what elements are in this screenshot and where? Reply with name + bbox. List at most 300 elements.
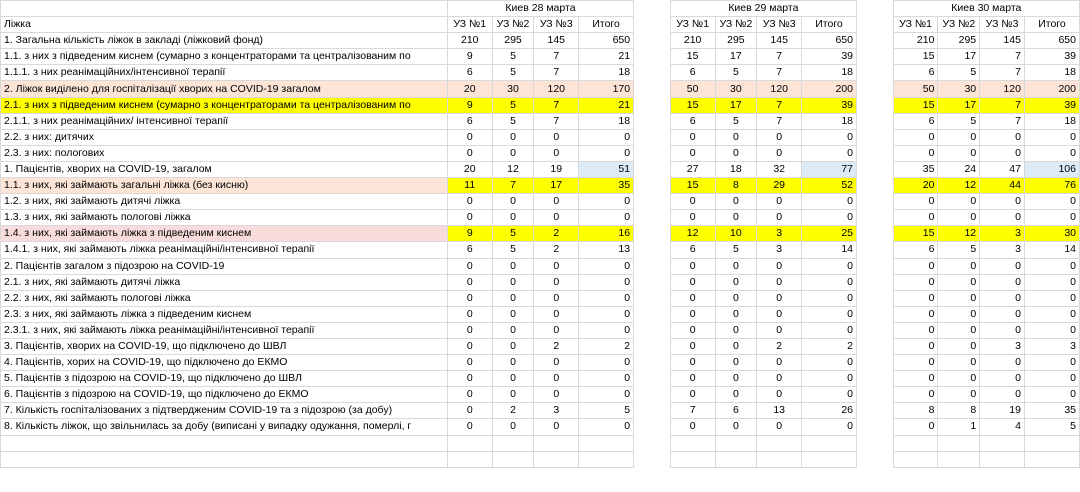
value-cell: 18 [802, 65, 857, 81]
empty-cell [670, 435, 715, 451]
value-cell: 0 [534, 129, 579, 145]
value-cell: 0 [802, 194, 857, 210]
value-cell: 0 [757, 355, 802, 371]
gap-cell [857, 226, 894, 242]
gap-cell [634, 33, 671, 49]
value-cell: 29 [757, 178, 802, 194]
value-cell: 15 [893, 97, 938, 113]
value-cell: 16 [579, 226, 634, 242]
value-cell: 13 [579, 242, 634, 258]
gap-cell [857, 97, 894, 113]
value-cell: 6 [893, 65, 938, 81]
empty-cell [1, 435, 448, 451]
value-cell: 0 [757, 210, 802, 226]
value-cell: 0 [715, 338, 757, 354]
value-cell: 0 [980, 145, 1025, 161]
gap-cell [857, 371, 894, 387]
empty-cell [1024, 451, 1079, 467]
value-cell: 120 [757, 81, 802, 97]
value-cell: 0 [492, 194, 534, 210]
value-cell: 106 [1024, 161, 1079, 177]
value-cell: 0 [447, 194, 492, 210]
gap-cell [857, 113, 894, 129]
row-label: 2.3.1. з них, які займають ліжка реанімаційні/інтенсивної терапії [1, 322, 448, 338]
value-cell: 0 [447, 258, 492, 274]
value-cell: 0 [670, 274, 715, 290]
column-header: УЗ №3 [980, 17, 1025, 33]
value-cell: 5 [938, 113, 980, 129]
value-cell: 0 [938, 129, 980, 145]
table-row [1, 161, 1080, 177]
empty-cell [857, 451, 894, 467]
value-cell: 7 [757, 49, 802, 65]
empty-cell [938, 451, 980, 467]
value-cell: 0 [802, 306, 857, 322]
row-label: 1.3. з них, які займають пологові ліжка [1, 210, 448, 226]
value-cell: 0 [802, 387, 857, 403]
value-cell: 30 [938, 81, 980, 97]
empty-cell [980, 435, 1025, 451]
column-header: УЗ №2 [938, 17, 980, 33]
table-row [1, 387, 1080, 403]
gap-cell [857, 419, 894, 435]
value-cell: 0 [534, 258, 579, 274]
gap-cell [634, 113, 671, 129]
value-cell: 0 [1024, 274, 1079, 290]
empty-cell [980, 451, 1025, 467]
table-row [1, 355, 1080, 371]
value-cell: 0 [579, 387, 634, 403]
row-label: 2.1. з них з підведеним киснем (сумарно з концентраторами та централізованим по [1, 97, 448, 113]
value-cell: 0 [893, 306, 938, 322]
value-cell: 0 [938, 371, 980, 387]
value-cell: 0 [980, 210, 1025, 226]
empty-row [1, 435, 1080, 451]
value-cell: 0 [670, 355, 715, 371]
value-cell: 0 [757, 387, 802, 403]
gap-cell [634, 306, 671, 322]
value-cell: 15 [670, 178, 715, 194]
column-header: УЗ №2 [715, 17, 757, 33]
row-label: 2.2. з них: дитячих [1, 129, 448, 145]
empty-cell [579, 451, 634, 467]
value-cell: 0 [579, 129, 634, 145]
value-cell: 0 [447, 145, 492, 161]
column-header: Итого [579, 17, 634, 33]
empty-cell [634, 435, 671, 451]
value-cell: 5 [715, 65, 757, 81]
table-row [1, 306, 1080, 322]
value-cell: 0 [980, 355, 1025, 371]
value-cell: 650 [579, 33, 634, 49]
gap-cell [634, 1, 671, 17]
value-cell: 120 [534, 81, 579, 97]
value-cell: 0 [1024, 194, 1079, 210]
value-cell: 0 [757, 419, 802, 435]
value-cell: 0 [715, 371, 757, 387]
value-cell: 0 [980, 129, 1025, 145]
gap-cell [857, 258, 894, 274]
empty-cell [492, 435, 534, 451]
value-cell: 39 [802, 49, 857, 65]
value-cell: 0 [893, 290, 938, 306]
value-cell: 76 [1024, 178, 1079, 194]
table-row [1, 371, 1080, 387]
empty-cell [757, 451, 802, 467]
value-cell: 0 [492, 210, 534, 226]
value-cell: 12 [938, 178, 980, 194]
value-cell: 145 [757, 33, 802, 49]
value-cell: 0 [802, 355, 857, 371]
value-cell: 295 [492, 33, 534, 49]
value-cell: 17 [938, 49, 980, 65]
gap-cell [634, 258, 671, 274]
gap-cell [857, 17, 894, 33]
value-cell: 0 [579, 145, 634, 161]
value-cell: 0 [1024, 210, 1079, 226]
value-cell: 0 [447, 210, 492, 226]
gap-cell [634, 387, 671, 403]
value-cell: 12 [492, 161, 534, 177]
value-cell: 0 [492, 387, 534, 403]
value-cell: 0 [802, 419, 857, 435]
value-cell: 0 [715, 258, 757, 274]
value-cell: 0 [670, 290, 715, 306]
column-header-row [1, 17, 1080, 33]
table-row [1, 274, 1080, 290]
value-cell: 0 [579, 290, 634, 306]
gap-cell [857, 178, 894, 194]
value-cell: 295 [938, 33, 980, 49]
gap-cell [634, 403, 671, 419]
value-cell: 0 [980, 306, 1025, 322]
value-cell: 3 [980, 242, 1025, 258]
row-label: 8. Кількість ліжок, що звільнилась за добу (виписані у випадку одужання, померлі, г [1, 419, 448, 435]
value-cell: 19 [980, 403, 1025, 419]
empty-cell [534, 451, 579, 467]
table-row [1, 113, 1080, 129]
value-cell: 145 [980, 33, 1025, 49]
value-cell: 0 [447, 306, 492, 322]
column-header: УЗ №1 [447, 17, 492, 33]
value-cell: 0 [715, 194, 757, 210]
value-cell: 10 [715, 226, 757, 242]
value-cell: 20 [447, 161, 492, 177]
value-cell: 6 [715, 403, 757, 419]
value-cell: 6 [893, 242, 938, 258]
value-cell: 32 [757, 161, 802, 177]
value-cell: 0 [893, 338, 938, 354]
value-cell: 0 [938, 322, 980, 338]
value-cell: 0 [938, 258, 980, 274]
value-cell: 0 [579, 419, 634, 435]
value-cell: 0 [447, 274, 492, 290]
gap-cell [857, 242, 894, 258]
value-cell: 9 [447, 49, 492, 65]
value-cell: 0 [579, 274, 634, 290]
value-cell: 5 [579, 403, 634, 419]
value-cell: 15 [893, 226, 938, 242]
value-cell: 0 [579, 371, 634, 387]
value-cell: 6 [670, 65, 715, 81]
gap-cell [857, 322, 894, 338]
value-cell: 51 [579, 161, 634, 177]
empty-cell [447, 435, 492, 451]
value-cell: 0 [757, 371, 802, 387]
gap-cell [634, 226, 671, 242]
value-cell: 12 [938, 226, 980, 242]
value-cell: 0 [757, 290, 802, 306]
gap-cell [634, 161, 671, 177]
value-cell: 0 [670, 387, 715, 403]
value-cell: 25 [802, 226, 857, 242]
value-cell: 0 [534, 371, 579, 387]
value-cell: 0 [715, 387, 757, 403]
value-cell: 0 [492, 145, 534, 161]
column-header: Итого [1024, 17, 1079, 33]
value-cell: 11 [447, 178, 492, 194]
value-cell: 30 [492, 81, 534, 97]
value-cell: 20 [447, 81, 492, 97]
value-cell: 0 [893, 371, 938, 387]
column-header: Итого [802, 17, 857, 33]
value-cell: 3 [980, 226, 1025, 242]
table-row [1, 290, 1080, 306]
value-cell: 0 [492, 306, 534, 322]
empty-cell [1024, 435, 1079, 451]
row-label: 3. Пацієнтів, хворих на COVID-19, що підключено до ШВЛ [1, 338, 448, 354]
value-cell: 6 [670, 113, 715, 129]
value-cell: 0 [1024, 355, 1079, 371]
value-cell: 210 [670, 33, 715, 49]
value-cell: 0 [715, 290, 757, 306]
value-cell: 0 [938, 145, 980, 161]
gap-cell [857, 210, 894, 226]
row-label: 2.1.1. з них реанімаційних/ інтенсивної терапії [1, 113, 448, 129]
value-cell: 0 [938, 210, 980, 226]
value-cell: 6 [447, 65, 492, 81]
value-cell: 7 [534, 97, 579, 113]
value-cell: 0 [670, 210, 715, 226]
value-cell: 2 [492, 403, 534, 419]
value-cell: 44 [980, 178, 1025, 194]
day-title: Киев 28 марта [447, 1, 633, 17]
value-cell: 7 [980, 97, 1025, 113]
column-header: УЗ №1 [893, 17, 938, 33]
value-cell: 0 [1024, 371, 1079, 387]
gap-cell [857, 306, 894, 322]
value-cell: 2 [534, 338, 579, 354]
value-cell: 0 [802, 274, 857, 290]
table-row [1, 178, 1080, 194]
value-cell: 0 [534, 145, 579, 161]
value-cell: 0 [492, 290, 534, 306]
value-cell: 7 [534, 113, 579, 129]
value-cell: 14 [802, 242, 857, 258]
value-cell: 5 [1024, 419, 1079, 435]
value-cell: 0 [492, 274, 534, 290]
value-cell: 5 [492, 97, 534, 113]
value-cell: 0 [980, 274, 1025, 290]
value-cell: 0 [447, 371, 492, 387]
value-cell: 295 [715, 33, 757, 49]
empty-cell [938, 435, 980, 451]
value-cell: 30 [1024, 226, 1079, 242]
row-label: 7. Кількість госпіталізованих з підтвердженим COVID-19 та з підозрою (за добу) [1, 403, 448, 419]
value-cell: 0 [893, 387, 938, 403]
value-cell: 8 [715, 178, 757, 194]
value-cell: 15 [893, 49, 938, 65]
value-cell: 2 [534, 226, 579, 242]
value-cell: 0 [893, 258, 938, 274]
gap-cell [634, 194, 671, 210]
value-cell: 0 [534, 274, 579, 290]
gap-cell [857, 161, 894, 177]
value-cell: 9 [447, 97, 492, 113]
value-cell: 15 [670, 97, 715, 113]
row-label: 2.3. з них, які займають ліжка з підведеним киснем [1, 306, 448, 322]
row-label: 2. Пацієнтів загалом з підозрою на COVID-19 [1, 258, 448, 274]
value-cell: 0 [447, 129, 492, 145]
value-cell: 5 [492, 49, 534, 65]
empty-cell [857, 435, 894, 451]
value-cell: 0 [802, 210, 857, 226]
value-cell: 0 [893, 274, 938, 290]
gap-cell [634, 355, 671, 371]
value-cell: 0 [715, 322, 757, 338]
value-cell: 3 [757, 242, 802, 258]
value-cell: 0 [534, 419, 579, 435]
label-column-header: Ліжка [1, 17, 448, 33]
gap-cell [857, 33, 894, 49]
table-row [1, 194, 1080, 210]
value-cell: 7 [980, 65, 1025, 81]
value-cell: 17 [715, 49, 757, 65]
value-cell: 0 [579, 306, 634, 322]
value-cell: 0 [893, 129, 938, 145]
value-cell: 0 [980, 194, 1025, 210]
value-cell: 0 [492, 129, 534, 145]
value-cell: 0 [980, 371, 1025, 387]
value-cell: 0 [893, 194, 938, 210]
column-header: УЗ №3 [534, 17, 579, 33]
value-cell: 3 [534, 403, 579, 419]
value-cell: 35 [579, 178, 634, 194]
value-cell: 0 [757, 194, 802, 210]
value-cell: 14 [1024, 242, 1079, 258]
value-cell: 20 [893, 178, 938, 194]
value-cell: 0 [893, 355, 938, 371]
value-cell: 0 [447, 338, 492, 354]
value-cell: 2 [757, 338, 802, 354]
row-label: 4. Пацієнтів, хорих на COVID-19, що підключено до ЕКМО [1, 355, 448, 371]
gap-cell [634, 419, 671, 435]
empty-cell [715, 451, 757, 467]
value-cell: 5 [492, 242, 534, 258]
value-cell: 120 [980, 81, 1025, 97]
table-row [1, 322, 1080, 338]
value-cell: 27 [670, 161, 715, 177]
value-cell: 2 [802, 338, 857, 354]
value-cell: 18 [1024, 113, 1079, 129]
value-cell: 7 [757, 65, 802, 81]
value-cell: 0 [670, 306, 715, 322]
value-cell: 2 [534, 242, 579, 258]
value-cell: 0 [757, 129, 802, 145]
day-title: Киев 30 марта [893, 1, 1079, 17]
column-header: УЗ №3 [757, 17, 802, 33]
value-cell: 35 [893, 161, 938, 177]
table-row [1, 145, 1080, 161]
gap-cell [857, 65, 894, 81]
empty-cell [634, 451, 671, 467]
gap-cell [857, 145, 894, 161]
row-label: 2.3. з них: пологових [1, 145, 448, 161]
value-cell: 0 [715, 306, 757, 322]
table-row [1, 129, 1080, 145]
value-cell: 0 [670, 338, 715, 354]
value-cell: 200 [802, 81, 857, 97]
value-cell: 6 [670, 242, 715, 258]
empty-cell [893, 451, 938, 467]
value-cell: 5 [938, 242, 980, 258]
gap-cell [634, 81, 671, 97]
value-cell: 18 [1024, 65, 1079, 81]
value-cell: 0 [492, 258, 534, 274]
row-label: 1.4. з них, які займають ліжка з підведеним киснем [1, 226, 448, 242]
value-cell: 77 [802, 161, 857, 177]
value-cell: 39 [802, 97, 857, 113]
value-cell: 0 [757, 306, 802, 322]
value-cell: 7 [980, 49, 1025, 65]
row-label: 1. Загальна кількість ліжок в закладі (ліжковий фонд) [1, 33, 448, 49]
row-label: 1.2. з них, які займають дитячі ліжка [1, 194, 448, 210]
value-cell: 0 [757, 322, 802, 338]
gap-cell [634, 97, 671, 113]
value-cell: 0 [938, 194, 980, 210]
row-label: 1.1.1. з них реанімаційних/інтенсивної терапії [1, 65, 448, 81]
empty-cell [492, 451, 534, 467]
value-cell: 0 [893, 322, 938, 338]
value-cell: 0 [492, 419, 534, 435]
table-row [1, 403, 1080, 419]
value-cell: 0 [1024, 290, 1079, 306]
gap-cell [857, 387, 894, 403]
value-cell: 5 [492, 65, 534, 81]
value-cell: 21 [579, 49, 634, 65]
value-cell: 7 [757, 113, 802, 129]
gap-cell [634, 178, 671, 194]
table-row [1, 258, 1080, 274]
gap-cell [857, 194, 894, 210]
gap-cell [857, 1, 894, 17]
value-cell: 0 [534, 210, 579, 226]
value-cell: 47 [980, 161, 1025, 177]
value-cell: 0 [534, 387, 579, 403]
value-cell: 4 [980, 419, 1025, 435]
value-cell: 0 [757, 145, 802, 161]
value-cell: 0 [1024, 306, 1079, 322]
value-cell: 0 [757, 274, 802, 290]
empty-cell [893, 435, 938, 451]
value-cell: 0 [579, 210, 634, 226]
row-label: 1.1. з них, які займають загальні ліжка (без кисню) [1, 178, 448, 194]
value-cell: 0 [893, 210, 938, 226]
value-cell: 650 [802, 33, 857, 49]
value-cell: 7 [492, 178, 534, 194]
gap-cell [634, 322, 671, 338]
value-cell: 0 [670, 322, 715, 338]
